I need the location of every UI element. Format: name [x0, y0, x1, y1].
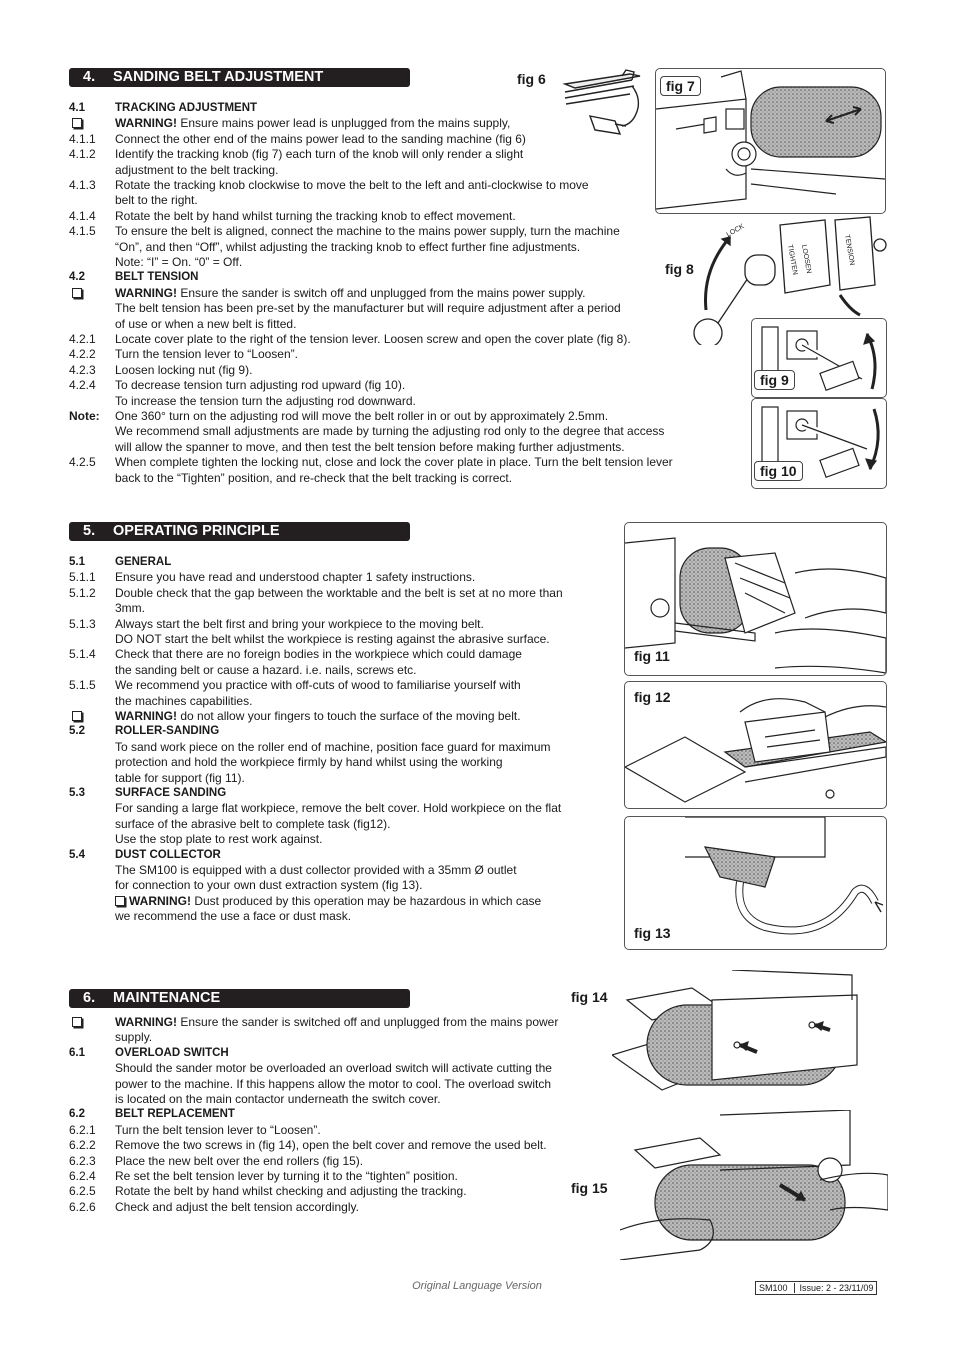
- item-text: Rotate the tracking knob clockwise to move the belt to the left and anti-clockwise to move: [115, 178, 589, 192]
- item-number: 4.2.2: [69, 347, 96, 362]
- item-text: Locate cover plate to the right of the tension lever. Loosen screw and open the cover plate (fig 8).: [115, 332, 631, 346]
- item-text: The SM100 is equipped with a dust collector provided with a 35mm Ø outlet: [115, 863, 517, 877]
- item-number: 5.1: [69, 556, 85, 568]
- footer-language-note: Original Language Version: [412, 1280, 542, 1292]
- fig-8-tighten: TIGHTEN: [786, 244, 799, 276]
- item-text: Note: “I” = On. “0” = Off.: [115, 255, 243, 269]
- item-text: the sanding belt or cause a hazard. i.e. nails, screws etc.: [115, 662, 417, 677]
- section-title: MAINTENANCE: [113, 990, 221, 1006]
- item-text: To decrease tension turn adjusting rod upward (fig 10).: [115, 378, 406, 393]
- fig-15-illustration: [620, 1110, 888, 1260]
- item-text: Connect the other end of the mains power lead to the sanding machine (fig 6): [115, 131, 526, 146]
- item-text: Ensure you have read and understood chapter 1 safety instructions.: [115, 570, 476, 585]
- item-number: 4.1.1: [69, 131, 96, 146]
- checkbox-icon: [72, 1017, 82, 1027]
- item-number: 4.1.2: [69, 147, 96, 162]
- item-number: 4.1.3: [69, 178, 96, 192]
- fig-6-illustration: [560, 66, 652, 146]
- fig-8-label: fig 8: [665, 261, 694, 277]
- warning-label: WARNING!: [129, 893, 191, 908]
- item-text: of use or when a new belt is fitted.: [115, 316, 297, 331]
- fig-12-label: fig 12: [634, 689, 671, 705]
- fig-13-label: fig 13: [634, 925, 671, 941]
- warning-label: WARNING!: [115, 1015, 177, 1029]
- item-text: The belt tension has been pre-set by the manufacturer but will require adjustment after a period: [115, 301, 621, 316]
- item-text: table for support (fig 11).: [115, 770, 245, 785]
- item-text: For sanding a large flat workpiece, remove the belt cover. Hold workpiece on the flat: [115, 801, 562, 816]
- item-text: DUST COLLECTOR: [115, 848, 221, 861]
- fig-9-label: fig 9: [754, 370, 795, 390]
- item-number: 4.2.5: [69, 455, 96, 470]
- item-number: 5.1.3: [69, 616, 96, 631]
- item-number: 5.3: [69, 787, 85, 799]
- item-number: 6.1: [69, 1046, 85, 1059]
- item-number: 6.2.5: [69, 1184, 96, 1199]
- checkbox-icon: [72, 711, 82, 721]
- section-number: 5.: [83, 523, 96, 539]
- item-text: belt to the right.: [115, 193, 198, 208]
- item-text: To increase the tension turn the adjusting rod downward.: [115, 393, 416, 408]
- item-text: back to the “Tighten” position, and re-check that the belt tracking is correct.: [115, 470, 513, 485]
- item-text: “On”, and then “Off”, whilst adjusting the tracking knob to effect further fine adjustments.: [115, 239, 581, 254]
- checkbox-icon: [72, 288, 82, 298]
- section-number: 6.: [83, 990, 96, 1006]
- item-text: Loosen locking nut (fig 9).: [115, 362, 253, 377]
- item-text: Rotate the belt by hand whilst checking and adjusting the tracking.: [115, 1184, 467, 1199]
- item-text: Double check that the gap between the worktable and the belt is set at no more than: [115, 585, 563, 600]
- item-text: Re set the belt tension lever by turning it to the “tighten” position.: [115, 1169, 458, 1183]
- item-text: GENERAL: [115, 556, 172, 568]
- fig-11-label: fig 11: [634, 648, 670, 664]
- item-text: Place the new belt over the end rollers (fig 15).: [115, 1153, 364, 1168]
- fig-8-tension: TENSION: [843, 234, 856, 266]
- item-number: 4.1.5: [69, 224, 96, 239]
- item-text: Use the stop plate to rest work against.: [115, 832, 323, 847]
- item-text: is located on the main contactor underneath the switch cover.: [115, 1092, 441, 1106]
- item-text: Remove the two screws in (fig 14), open the belt cover and remove the used belt.: [115, 1138, 547, 1153]
- fig-6-label: fig 6: [517, 71, 546, 87]
- item-text: DO NOT start the belt whilst the workpiece is resting against the abrasive surface.: [115, 632, 550, 646]
- warning-label: WARNING!: [115, 709, 177, 723]
- item-text: we recommend the use a face or dust mask.: [115, 909, 352, 924]
- item-number: 4.2.3: [69, 362, 96, 377]
- item-number: 4.1: [69, 102, 85, 114]
- item-text: BELT REPLACEMENT: [115, 1108, 235, 1121]
- item-number: 4.2.1: [69, 332, 96, 346]
- fig-14-illustration: [612, 970, 887, 1105]
- item-number: 4.1.4: [69, 208, 96, 223]
- section-5-header: [69, 522, 410, 541]
- warning-text: Ensure mains power lead is unplugged from the mains supply,: [180, 116, 511, 131]
- item-text: power to the machine. If this happens allow the motor to cool. The overload switch: [115, 1076, 552, 1091]
- item-text: To sand work piece on the roller end of machine, position face guard for maximum: [115, 739, 551, 754]
- section-title: OPERATING PRINCIPLE: [113, 523, 280, 539]
- fig-8-loosen: LOOSEN: [800, 244, 812, 275]
- item-number: 4.2.4: [69, 378, 96, 393]
- item-number: 6.2.1: [69, 1122, 96, 1137]
- fig-8-lock: LOCK: [725, 223, 746, 239]
- item-text: Rotate the belt by hand whilst turning the tracking knob to effect movement.: [115, 208, 516, 223]
- footer-issue: Issue: 2 - 23/11/09: [794, 1283, 874, 1293]
- footer-model: SM100: [759, 1283, 788, 1293]
- item-text: Always start the belt first and bring your workpiece to the moving belt.: [115, 616, 484, 631]
- warning-text: do not allow your fingers to touch the surface of the moving belt.: [180, 709, 521, 723]
- section-title: SANDING BELT ADJUSTMENT: [113, 69, 324, 85]
- item-number: [69, 116, 82, 131]
- item-text: surface of the abrasive belt to complete task (fig12).: [115, 816, 391, 831]
- checkbox-icon: [72, 118, 82, 128]
- item-text: Should the sander motor be overloaded an overload switch will activate cutting the: [115, 1061, 552, 1076]
- item-number: 5.2: [69, 725, 85, 738]
- item-text: Turn the belt tension lever to “Loosen”.: [115, 1122, 321, 1137]
- fig-10-label: fig 10: [754, 461, 803, 481]
- section-6-header: [69, 989, 410, 1008]
- section-4-header: [69, 68, 410, 87]
- item-number: 6.2: [69, 1108, 85, 1121]
- item-text: We recommend small adjustments are made by turning the adjusting rod only to the degree that access: [115, 424, 665, 439]
- warning-text: Dust produced by this operation may be hazardous in which case: [194, 893, 542, 908]
- warning-label: WARNING!: [115, 285, 177, 300]
- item-text: will allow the spanner to move, and then test the belt tension before making further adjustments.: [115, 439, 625, 454]
- item-number: [69, 286, 82, 301]
- footer-doc-ref: [755, 1281, 877, 1295]
- warning-text: Ensure the sander is switch off and unplugged from the mains power supply.: [180, 285, 586, 300]
- item-text: One 360° turn on the adjusting rod will move the belt roller in or out by approximately 2.5mm.: [115, 409, 609, 423]
- item-number: Note:: [69, 409, 100, 423]
- item-text: protection and hold the workpiece firmly by hand whilst using the working: [115, 755, 503, 770]
- item-text: Check that there are no foreign bodies in the workpiece which could damage: [115, 647, 522, 662]
- item-text: 3mm.: [115, 601, 145, 616]
- item-text: adjustment to the belt tracking.: [115, 162, 279, 177]
- item-number: 6.2.6: [69, 1199, 96, 1214]
- item-text: BELT TENSION: [115, 271, 199, 284]
- item-text: Identify the tracking knob (fig 7) each turn of the knob will only render a slight: [115, 147, 524, 162]
- warning-label: WARNING!: [115, 116, 177, 131]
- item-number: 6.2.3: [69, 1153, 96, 1168]
- item-text: supply.: [115, 1030, 153, 1045]
- fig-7-label: fig 7: [660, 76, 701, 96]
- item-text: for connection to your own dust extraction system (fig 13).: [115, 878, 423, 893]
- item-text: Check and adjust the belt tension accordingly.: [115, 1199, 359, 1214]
- item-number: 5.1.5: [69, 678, 96, 693]
- item-number: 4.2: [69, 271, 85, 284]
- item-number: 6.2.2: [69, 1138, 96, 1153]
- item-text: When complete tighten the locking nut, close and lock the cover plate in place. Turn the belt tension lever: [115, 455, 673, 470]
- item-text: ROLLER-SANDING: [115, 725, 220, 738]
- item-number: 5.1.1: [69, 570, 96, 585]
- item-number: 5.4: [69, 848, 85, 861]
- item-text: OVERLOAD SWITCH: [115, 1046, 229, 1059]
- item-number: [69, 1015, 82, 1030]
- checkbox-icon: [115, 896, 125, 906]
- warning-text: Ensure the sander is switched off and unplugged from the mains power: [180, 1015, 559, 1029]
- item-text: the machines capabilities.: [115, 693, 253, 708]
- item-text: SURFACE SANDING: [115, 787, 227, 799]
- section-number: 4.: [83, 69, 96, 85]
- item-text: To ensure the belt is aligned, connect the machine to the mains power supply, turn the machine: [115, 224, 620, 239]
- fig-14-label: fig 14: [571, 989, 608, 1005]
- item-text: Turn the tension lever to “Loosen”.: [115, 347, 298, 362]
- item-text: We recommend you practice with off-cuts of wood to familiarise yourself with: [115, 678, 521, 693]
- item-number: 5.1.2: [69, 585, 96, 600]
- fig-15-label: fig 15: [571, 1180, 608, 1196]
- item-number: [69, 709, 82, 724]
- item-number: 6.2.4: [69, 1169, 96, 1183]
- item-text: TRACKING ADJUSTMENT: [115, 102, 258, 114]
- item-number: 5.1.4: [69, 647, 96, 662]
